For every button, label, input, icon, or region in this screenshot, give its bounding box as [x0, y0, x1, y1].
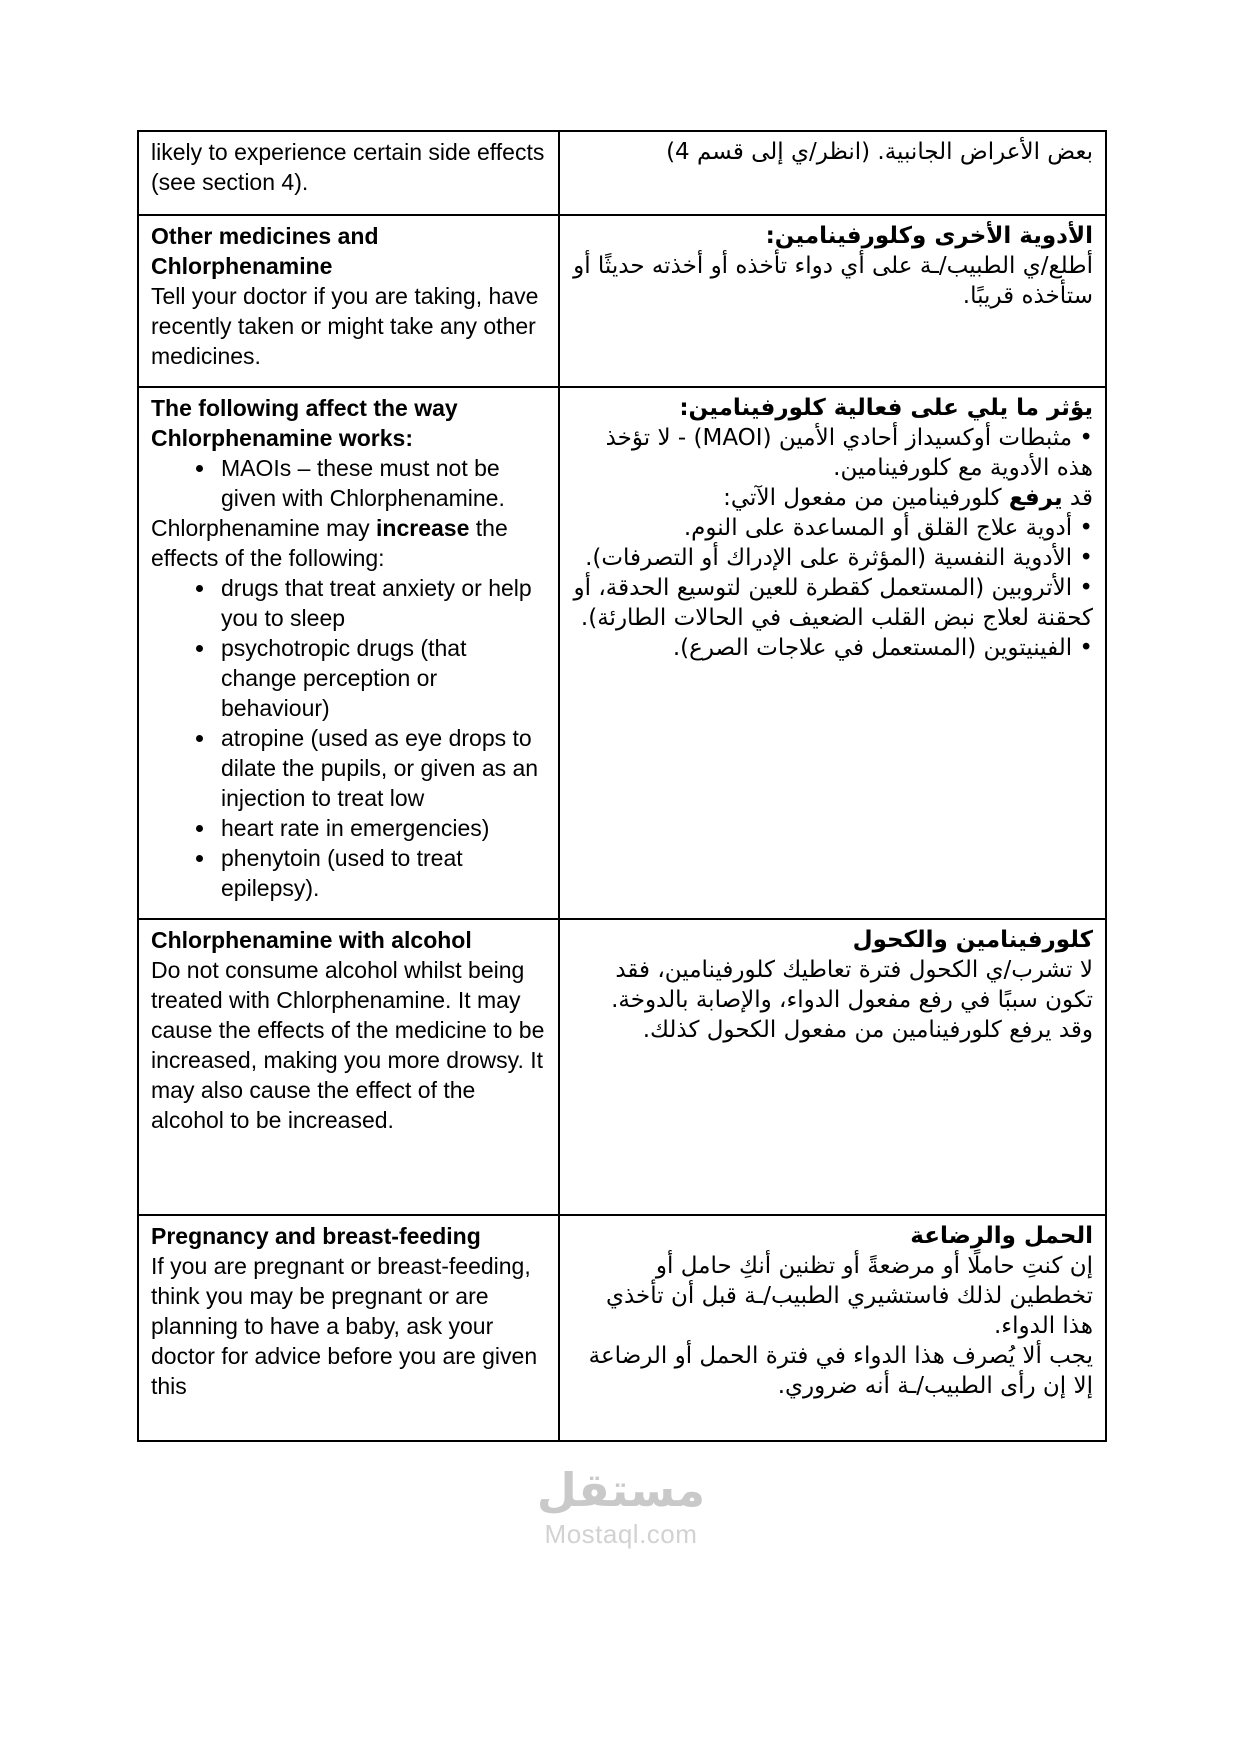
cell-en-side-effects: [138, 131, 559, 215]
ar-paragraph: بعض الأعراض الجانبية. (انظر/ي إلى قسم 4): [666, 139, 1093, 165]
en-heading: Pregnancy and breast-feeding: [151, 1223, 481, 1249]
en-text-segment: the effects of the following:: [151, 515, 508, 571]
en-bullet-item: • phenytoin (used to treat epilepsy).: [217, 843, 546, 903]
ar-paragraph: يجب ألا يُصرف هذا الدواء في فترة الحمل أو الرضاعة إلا إن رأى الطبيب/ـة أنه ضروري.: [588, 1343, 1093, 1399]
ar-paragraph: لا تشرب/ي الكحول فترة تعاطيك كلورفينامين، فقد تكون سببًا في رفع مفعول الدواء، والإصابة بالدوخة. وقد يرفع كلورفينامين من مفعول الكحول كذلك.: [611, 957, 1093, 1043]
en-heading: Chlorphenamine with alcohol: [151, 927, 472, 953]
cell-ar-side-effects: [559, 131, 1106, 215]
mostaql-site-label: Mostaql.com: [544, 1519, 698, 1549]
ar-heading: يؤثر ما يلي على فعالية كلورفينامين:: [679, 395, 1093, 421]
ar-bullet-line: • مثبطات أوكسيداز أحادي الأمين (MAOI) - لا تؤخذ هذه الأدوية مع كلورفينامين.: [605, 425, 1093, 481]
ar-bullet-line: • الأدوية النفسية (المؤثرة على الإدراك أو التصرفات).: [585, 545, 1093, 571]
en-bullet-item: • drugs that treat anxiety or help you to sleep: [217, 573, 546, 633]
mostaql-logo: مستقل: [536, 1463, 706, 1517]
ar-text-segment: كلورفينامين من مفعول الآتي:: [723, 485, 1009, 511]
ar-heading: الأدوية الأخرى وكلورفينامين:: [765, 223, 1093, 249]
en-bullet-list: [151, 573, 546, 903]
cell-en-other-medicines: [138, 215, 559, 387]
ar-bold-word: يرفع: [1008, 485, 1063, 511]
en-bullet-item: • psychotropic drugs (that change perception or behaviour): [217, 633, 546, 723]
en-paragraph: Tell your doctor if you are taking, have recently taken or might take any other medicines.: [151, 283, 539, 369]
ar-bullet-line: • الأتروبين (المستعمل كقطرة للعين لتوسيع الحدقة، أو كحقنة لعلاج نبض القلب الضعيف في الحالات الطارئة).: [573, 575, 1093, 631]
ar-bullet-line: • أدوية علاج القلق أو المساعدة على النوم.: [683, 515, 1093, 541]
en-paragraph: likely to experience certain side effects (see section 4).: [151, 139, 545, 195]
cell-ar-interactions: [559, 387, 1106, 919]
cell-en-interactions: [138, 387, 559, 919]
cell-en-pregnancy: [138, 1215, 559, 1441]
en-paragraph: Do not consume alcohol whilst being treated with Chlorphenamine. It may cause the effects of the medicine to be increased, making you more drowsy. It may also cause the effect of the alcohol to be increased.: [151, 957, 545, 1133]
row-other-medicines: [138, 215, 1106, 387]
row-alcohol: [138, 919, 1106, 1215]
cell-en-alcohol: [138, 919, 559, 1215]
row-interactions: [138, 387, 1106, 919]
ar-heading: كلورفينامين والكحول: [852, 927, 1093, 953]
ar-paragraph: إن كنتِ حاملًا أو مرضعةً أو تظنين أنكِ حامل أو تخططين لذلك فاستشيري الطبيب/ـة قبل أن تأخذي هذا الدواء.: [605, 1253, 1093, 1339]
ar-paragraph: [572, 483, 1093, 513]
en-bullet-item: • MAOIs – these must not be given with Chlorphenamine.: [217, 453, 546, 513]
ar-paragraph: أطلع/ي الطبيب/ـة على أي دواء تأخذه أو أخذته حديثًا أو ستأخذه قريبًا.: [573, 253, 1093, 309]
watermark: [0, 1462, 1242, 1550]
en-bullet-list: [151, 453, 546, 513]
ar-heading: الحمل والرضاعة: [910, 1223, 1093, 1249]
en-bullet-item: • heart rate in emergencies): [217, 813, 546, 843]
en-heading: The following affect the way Chlorphenamine works:: [151, 395, 458, 451]
cell-ar-pregnancy: [559, 1215, 1106, 1441]
en-paragraph: [151, 513, 546, 573]
en-paragraph: If you are pregnant or breast-feeding, think you may be pregnant or are planning to have a baby, ask your doctor for advice before you are given this: [151, 1253, 538, 1399]
row-pregnancy: [138, 1215, 1106, 1441]
en-text-segment: Chlorphenamine may: [151, 515, 377, 541]
ar-bullet-line: • الفينيتوين (المستعمل في علاجات الصرع).: [672, 635, 1093, 661]
en-bullet-item: • atropine (used as eye drops to dilate the pupils, or given as an injection to treat low: [217, 723, 546, 813]
leaflet-table: [137, 130, 1107, 1442]
row-side-effects: [138, 131, 1106, 215]
en-bold-word: increase: [376, 515, 470, 541]
en-heading: Other medicines and Chlorphenamine: [151, 223, 379, 279]
cell-ar-other-medicines: [559, 215, 1106, 387]
cell-ar-alcohol: [559, 919, 1106, 1215]
ar-text-segment: قد: [1062, 485, 1093, 511]
